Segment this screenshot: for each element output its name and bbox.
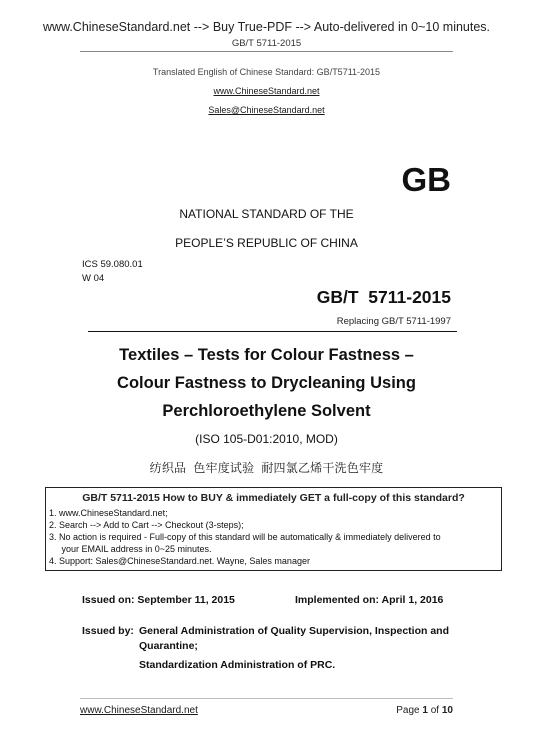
how-to-buy-title: GB/T 5711-2015 How to BUY & immediately GET a full-copy of this standard? bbox=[82, 492, 465, 504]
replacing-note: Replacing GB/T 5711-1997 bbox=[336, 316, 451, 327]
issued-by-line3: Standardization Administration of PRC. bbox=[139, 659, 336, 671]
issued-by-label: Issued by: bbox=[82, 625, 134, 637]
buy-step-3-cont: your EMAIL address in 0~25 minutes. bbox=[49, 544, 212, 554]
title-line1: Textiles – Tests for Colour Fastness – bbox=[119, 346, 414, 364]
chinese-title: 纺织品 色牢度试验 耐四氯乙烯干洗色牢度 bbox=[149, 461, 384, 475]
website-link-wrap bbox=[0, 86, 533, 96]
email-link[interactable]: Sales@ChineseStandard.net bbox=[208, 105, 325, 115]
header-divider bbox=[80, 51, 453, 52]
issued-by-line1: General Administration of Quality Supervision, Inspection and bbox=[139, 625, 449, 637]
issued-date: Issued on: September 11, 2015 bbox=[82, 594, 235, 606]
header-standard-ref: GB/T 5711-2015 bbox=[231, 38, 302, 49]
issued-by-line2: Quarantine; bbox=[139, 640, 198, 652]
iso-reference: (ISO 105-D01:2010, MOD) bbox=[195, 432, 338, 446]
how-to-buy-box bbox=[45, 487, 502, 571]
national-standard-line2: PEOPLE’S REPUBLIC OF CHINA bbox=[175, 236, 358, 250]
standard-number: GB/T 5711-2015 bbox=[316, 287, 451, 307]
page-of: of bbox=[427, 705, 442, 716]
page-indicator bbox=[396, 705, 453, 716]
top-banner[interactable]: www.ChineseStandard.net --> Buy True-PDF --> Auto-delivered in 0~10 minutes. bbox=[42, 20, 491, 34]
translation-note: Translated English of Chinese Standard: GB/T5711-2015 bbox=[152, 67, 381, 77]
w-code: W 04 bbox=[82, 273, 105, 284]
buy-step-2: 2. Search --> Add to Cart --> Checkout (3-steps); bbox=[49, 520, 244, 530]
footer-site-link[interactable]: www.ChineseStandard.net bbox=[80, 705, 198, 716]
email-link-wrap bbox=[0, 105, 533, 115]
implemented-date: Implemented on: April 1, 2016 bbox=[295, 594, 444, 606]
page-total: 10 bbox=[441, 705, 453, 716]
gb-mark: GB bbox=[401, 161, 451, 198]
national-standard-line1: NATIONAL STANDARD OF THE bbox=[179, 207, 354, 221]
footer-site-wrap bbox=[80, 705, 198, 716]
website-link[interactable]: www.ChineseStandard.net bbox=[213, 86, 320, 96]
buy-step-3: 3. No action is required - Full-copy of this standard will be automatically & immediately delivered to bbox=[49, 532, 441, 542]
footer-divider bbox=[80, 698, 453, 699]
page-current: 1 bbox=[422, 705, 428, 716]
ics-code: ICS 59.080.01 bbox=[82, 259, 143, 270]
page-prefix: Page bbox=[396, 705, 423, 716]
buy-step-1[interactable]: 1. www.ChineseStandard.net; bbox=[49, 508, 168, 518]
title-line3: Perchloroethylene Solvent bbox=[162, 402, 371, 420]
buy-step-4: 4. Support: Sales@ChineseStandard.net. Wayne, Sales manager bbox=[49, 556, 310, 566]
title-line2: Colour Fastness to Drycleaning Using bbox=[117, 374, 416, 392]
title-divider bbox=[88, 331, 457, 332]
